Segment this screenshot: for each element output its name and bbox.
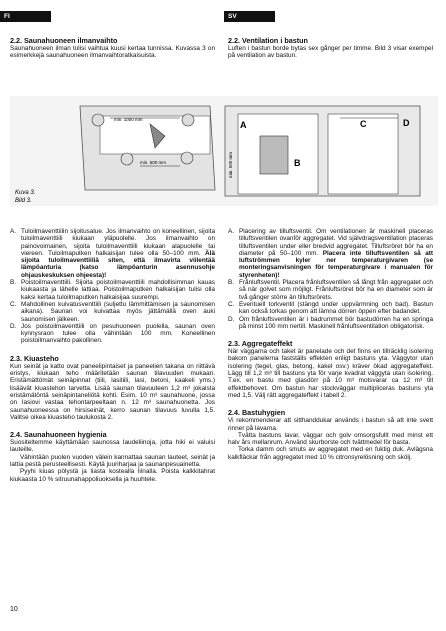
list-text: Poistoilmaventtiili. Sijoita poistoilmaventtiili mahdollisimman kauas kiukaasta ja lähelle lattiaa. Poistoilmaputken halkaisijan tulisi olla kaksi kertaa tuloilmaputken halkaisijaa suurempi. — [21, 279, 215, 301]
supply-vent-icon — [92, 114, 104, 126]
list-text-bold: Älä sijoita tuloilmaventtiiliä siten, että ilmavirta viilentää lämpöanturia (katso lämpöanturin asennusohje ohjauskeskuksen ohjeesta)! — [21, 249, 215, 279]
section-heading: 2.3. Kiuasteho — [10, 353, 59, 363]
exhaust-vent-icon — [182, 114, 194, 126]
diagram-label-b: B — [294, 158, 301, 168]
page-number: 10 — [10, 606, 18, 613]
tab-label: SV — [228, 13, 237, 20]
paragraph: Vähintään puolen vuoden välein kannattaa saunan lauteet, seinät ja lattia pestä perusteellisesti. Käytä juuriharjaa ja saunanpesuainetta. — [10, 453, 215, 469]
list-text: Jos poistoilmaventtiili on pesuhuoneen puolella, saunan oven kynnysraon tulee olla vähintään 100 mm. Koneellinen poistoilmanvaihto pakollinen. — [21, 322, 215, 345]
paragraph: Vi rekommenderar att sitthanddukar används i bastun så att inte svett rinner på lavarna. — [228, 417, 433, 432]
paragraph: Luften i bastun borde bytas sex gånger per timme. Bild 3 visar exempel på ventilation av bastun. — [228, 45, 433, 60]
paragraph: Suositeltemme käyttämään saunossa laudeliinoja, jotta hiki ei valuisi lauteille. — [10, 439, 215, 454]
paragraph: När väggarna och taket är panelade och det finns en tillräcklig isolering bakom panelerna fastställs effekten enligt bastuns yta. Väggytor utan isolering (tegel, glas, betong, kakel osv.) kräver ökad aggregateffekt. Lägg till 1,2 m³ till bastuns yta för varje kvadrat väggyta utan isolering. T.ex. en bastu med glasdörr på 10 m³ motsvarar ca 12 m³ till effektbehovet. Om bastun har stockväggar multipliceras bastuns yta med 1,5. Välj rätt aggregateffekt i tabell 2. — [228, 348, 433, 399]
paragraph: Kun seinät ja katto ovat paneelipintaiset ja paneelien takana on riittävä eristys, kiukaan teho määritetään saunan tilavuuden mukaan. Eristämättömät seinäpinnat (tiili, lasitiili, lasi, betoni, kaakeli yms.) lisäävät kiuastehon tarvetta. Lisää saunan tilavuuteen 1,2 m³ jokaista eristämätöntä seinäpintaneliötä kohti. Esim. 10 m³ saunahuone, jossa on lasiovi vastaa tehontarpeeltaan n. 12 m³ saunahuonetta. Jos saunahuoneessa on hirsiseinät, kerro saunan tilavuus luvulla 1,5. Valitse oikea kiuasteho taulukosta 2. — [10, 362, 215, 421]
heater-icon — [260, 136, 288, 174]
supply-vent-icon — [121, 153, 133, 165]
fi-section-2-2 — [10, 37, 215, 60]
list-item-d: D. Om frånluftsventilen är i badrummet bör bastudörren ha en springa på minst 100 mm nertill. Maskinell frånluftsventilation obligatorisk. — [228, 315, 433, 330]
list-item-a: A. Tuloilmaventtiilin sijoitusalue. Jos ilmanvaihto on koneellinen, sijoita tuloilmaventtiili kiukaan yläpuolelle. Jos ilmanvaihto on painovoimainen, sijoita tuloilmaventtiili kiukaan alapuolelle tai viereen. Tuloilmaputken halkaisijan tulee olla 50–100 mm. Älä sijoita tuloilmaventtiiliä siten, että ilmavirta viilentää lämpöanturia (katso lämpöanturin asennusohje ohjauskeskuksen ohjeesta)! — [10, 228, 215, 279]
dimension-label: min. 500 mm — [228, 151, 233, 178]
ventilation-diagram — [10, 96, 438, 206]
list-item-b: B. Poistoilmaventtiili. Sijoita poistoilmaventtiili mahdollisimman kauas kiukaasta ja lähelle lattiaa. Poistoilmaputken halkaisijan tulisi olla kaksi kertaa tuloilmaputken halkaisijaa suurempi. — [10, 279, 215, 301]
paragraph: Tvätta bastuns lavar, väggar och golv omsorgsfullt med minst ett halv års mellanrum. Använd skurborste och tvättmedel för basta. — [228, 431, 433, 447]
list-text: Mahdollinen kuivatusventtiili (suljettu lämmittämisen ja saunomisen aikana). Saunan voi kuivattaa myös jättämällä oven auki saunomisen jälkeen. — [21, 300, 215, 323]
section-heading: 2.3. Aggregateffekt — [228, 339, 293, 349]
language-tab-fi — [0, 11, 51, 22]
section-heading: 2.4. Bastuhygien — [228, 408, 286, 418]
fi-body — [10, 228, 215, 483]
list-text: Tuloilmaventtiilin sijoitusalue. Jos ilmanvaihto on koneellinen, sijoita tuloilmaventtiili kiukaan yläpuolelle. Jos ilmanvaihto on painovoimainen, sijoita tuloilmaventtiili kiukaan alapuolelle tai viereen. Tuloilmaputken halkaisijan tulee olla 50–100 mm. — [21, 228, 215, 257]
dimension-label: min. 1000 mm — [114, 117, 143, 122]
figure-caption: Bild 3. — [15, 198, 32, 204]
sv-body — [228, 228, 433, 461]
list-item-a: A. Placering av tilluftsventil. Om ventilationen är maskinell placeras tilluftsventilen ovanför aggregatet. Vid självdragsventilation placeras tilluftsventilen under eller bredvid aggregatet. Tilluftsröret bör ha en diameter på 50–100 mm. Placera inte tilluftsventilen så att luftströmmen kyler ner temperaturgivaren (se monteringsanvisningen för temperaturgivare i manualen för styrenheten)! — [228, 228, 434, 279]
sv-section-2-2 — [228, 37, 433, 60]
list-item-c: C. Eventuell torkventil (stängd under uppvärmning och bad). Bastun kan också torkas genom att lämna dörren öppen efter badandet. — [228, 300, 433, 316]
list-text: Om frånluftsventilen är i badrummet bör bastudörren ha en springa på minst 100 mm nertill. Maskinell frånluftsventilation obligatorisk. — [239, 315, 433, 330]
paragraph: Pyyhi kiuas pölystä ja liasta kostealla liinalla. Poista kalkkitahrat kiukaasta 10 % sitruunahappoliuoksella ja huuhtele. — [10, 468, 215, 483]
list-item-d: D. Jos poistoilmaventtiili on pesuhuoneen puolella, saunan oven kynnysraon tulee olla vähintään 100 mm. Koneellinen poistoilmanvaihto pakollinen. — [10, 322, 215, 345]
perspective-diagram — [225, 106, 420, 196]
list-text: Eventuell torkventil (stängd under uppvärmning och bad). Bastun kan också torkas genom att lämna dörren öppen efter badandet. — [239, 300, 433, 316]
top-view-diagram — [80, 106, 215, 190]
paragraph: Saunahuoneen ilman tulisi vaihtua kuusi kertaa tunnissa. Kuvassa 3 on esimerkkejä saunahuoneen ilmanvaihtoratkaisuista. — [10, 45, 215, 60]
paragraph: Torka damm och smuts av aggregatet med en fuktig duk. Avlägsna kalkfläckar från aggregatet med 10 % citronsyrelösning och skölj. — [228, 446, 433, 461]
section-heading: 2.4. Saunahuoneen hygienia — [10, 430, 107, 440]
diagram-label-a: A — [240, 120, 247, 130]
dimension-label: min. 500 mm — [140, 160, 167, 165]
ventilation-figure — [10, 96, 438, 206]
exhaust-vent-icon — [181, 152, 193, 164]
list-text-bold: Placera inte tilluftsventilen så att luftströmmen kyler ner temperaturgivaren (se monteringsanvisningen för temperaturgivare i manualen för styrenheten)! — [239, 249, 434, 279]
list-text: Frånluftsventil. Placera frånluftsventilen så långt från aggregatet och så när golvet som möjligt. Frånluftsröret bör ha en diameter som är två gånger större än tilluftsrörets. — [239, 279, 433, 301]
list-item-c: C. Mahdollinen kuivatusventtiili (suljettu lämmittämisen ja saunomisen aikana). Saunan voi kuivattaa myös jättämällä oven auki saunomisen jälkeen. — [10, 300, 215, 323]
figure-caption: Kuva 3. — [15, 190, 36, 196]
section-heading: 2.2. Ventilation i bastun — [228, 36, 308, 45]
list-item-b: B. Frånluftsventil. Placera frånluftsventilen så långt från aggregatet och så när golvet som möjligt. Frånluftsröret bör ha en diameter som är två gånger större än tilluftsrörets. — [228, 279, 433, 301]
diagram-label-d: D — [403, 118, 410, 128]
language-tab-sv — [224, 11, 275, 22]
section-heading: 2.2. Saunahuoneen ilmanvaihto — [10, 36, 118, 45]
diagram-label-c: C — [360, 119, 367, 129]
list-text: Placering av tilluftsventil. Om ventilationen är maskinell placeras tilluftsventilen ovanför aggregatet. Vid självdragsventilation placeras tilluftsventilen under eller bredvid aggregatet. Tilluftsröret bör ha en diameter på 50–100 mm. — [239, 228, 433, 257]
tab-label: FI — [4, 13, 10, 20]
